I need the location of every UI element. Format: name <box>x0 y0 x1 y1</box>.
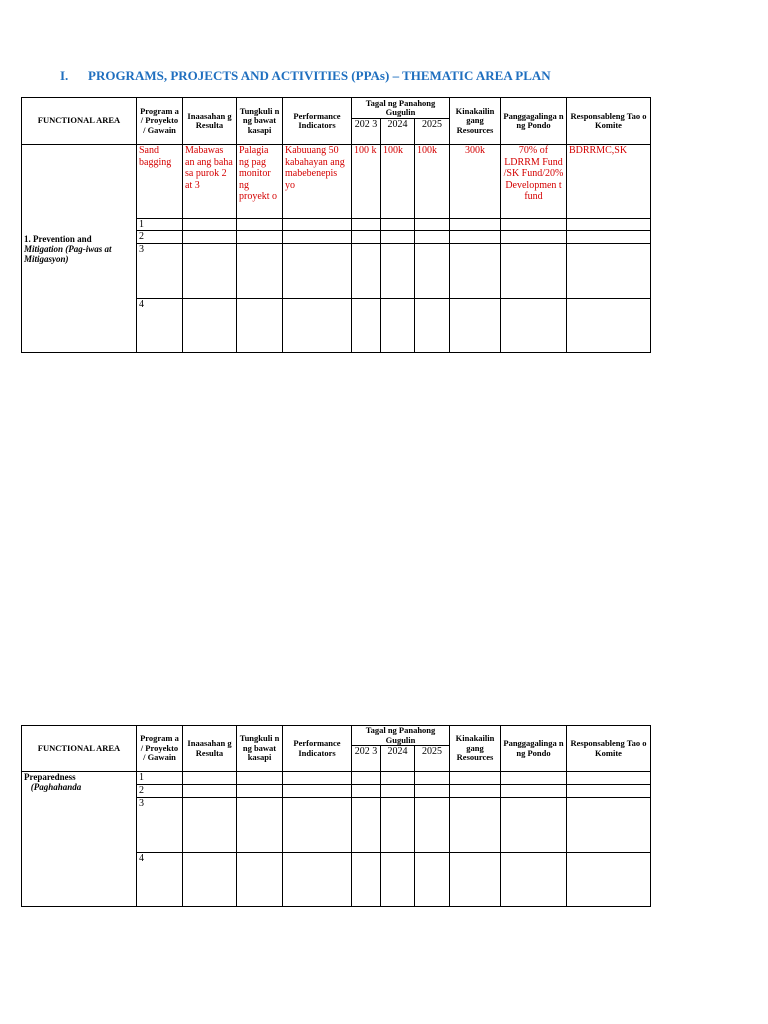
header-tungkulin: Tungkuli n ng bawat kasapi <box>237 98 283 145</box>
header-inaasahan: Inaasahan g Resulta <box>183 726 237 772</box>
header-kinakailangan: Kinakailin gang Resources <box>450 726 501 772</box>
functional-area-title: Preparedness <box>24 772 76 782</box>
cell-year-2024: 100k <box>381 145 415 219</box>
section-title: PROGRAMS, PROJECTS AND ACTIVITIES (PPAs) – THEMATIC AREA PLAN <box>88 68 551 83</box>
header-year-2023: 202 3 <box>352 746 381 772</box>
functional-area-cell <box>22 772 137 907</box>
row-number: 2 <box>137 785 183 798</box>
header-year-2025: 2025 <box>415 746 450 772</box>
header-responsable: Responsableng Tao o Komite <box>567 726 651 772</box>
row-number: 3 <box>137 798 183 853</box>
functional-area-subtitle: (Paghahanda <box>30 782 82 792</box>
cell-inaasahan: Mabawas an ang baha sa purok 2 at 3 <box>183 145 237 219</box>
cell-responsable: BDRRMC,SK <box>567 145 651 219</box>
row-number: 4 <box>137 299 183 353</box>
header-inaasahan: Inaasahan g Resulta <box>183 98 237 145</box>
ppa-table-prevention <box>21 97 651 353</box>
cell-year-2025: 100k <box>415 145 450 219</box>
header-tagal: Tagal ng Panahong Gugulin <box>352 726 450 746</box>
functional-area-subtitle: Mitigation (Pag-iwas at Mitigasyon) <box>24 243 112 264</box>
header-panggagalingan: Panggagalinga n ng Pondo <box>501 726 567 772</box>
row-number: 2 <box>137 231 183 244</box>
header-program: Program a / Proyekto / Gawain <box>137 726 183 772</box>
row-number: 1 <box>137 219 183 231</box>
cell-performance: Kabuuang 50 kabahayan ang mabebenepis yo <box>283 145 352 219</box>
header-performance: Performance Indicators <box>283 726 352 772</box>
section-heading <box>60 68 660 84</box>
header-year-2023: 202 3 <box>352 119 381 145</box>
cell-pondo: 70% of LDRRM Fund /SK Fund/20% Developmen t fund <box>501 145 567 219</box>
header-kinakailangan: Kinakailin gang Resources <box>450 98 501 145</box>
header-performance: Performance Indicators <box>283 98 352 145</box>
header-responsable: Responsableng Tao o Komite <box>567 98 651 145</box>
row-number: 4 <box>137 853 183 907</box>
row-number: 1 <box>137 772 183 785</box>
header-panggagalingan: Panggagalinga n ng Pondo <box>501 98 567 145</box>
functional-area-cell <box>22 145 137 353</box>
cell-year-2023: 100 k <box>352 145 381 219</box>
functional-area-title: 1. Prevention and <box>24 233 92 244</box>
header-functional-area: FUNCTIONAL AREA <box>22 726 137 772</box>
header-year-2025: 2025 <box>415 119 450 145</box>
header-program: Program a / Proyekto / Gawain <box>137 98 183 145</box>
cell-resources: 300k <box>450 145 501 219</box>
cell-program: Sand bagging <box>137 145 183 219</box>
cell-tungkulin: Palagia ng pag monitor ng proyekt o <box>237 145 283 219</box>
header-tagal: Tagal ng Panahong Gugulin <box>352 98 450 119</box>
ppa-table-preparedness <box>21 725 651 907</box>
header-functional-area: FUNCTIONAL AREA <box>22 98 137 145</box>
header-year-2024: 2024 <box>381 119 415 145</box>
section-number: I. <box>60 68 69 83</box>
header-tungkulin: Tungkuli n ng bawat kasapi <box>237 726 283 772</box>
row-number: 3 <box>137 244 183 299</box>
header-year-2024: 2024 <box>381 746 415 772</box>
